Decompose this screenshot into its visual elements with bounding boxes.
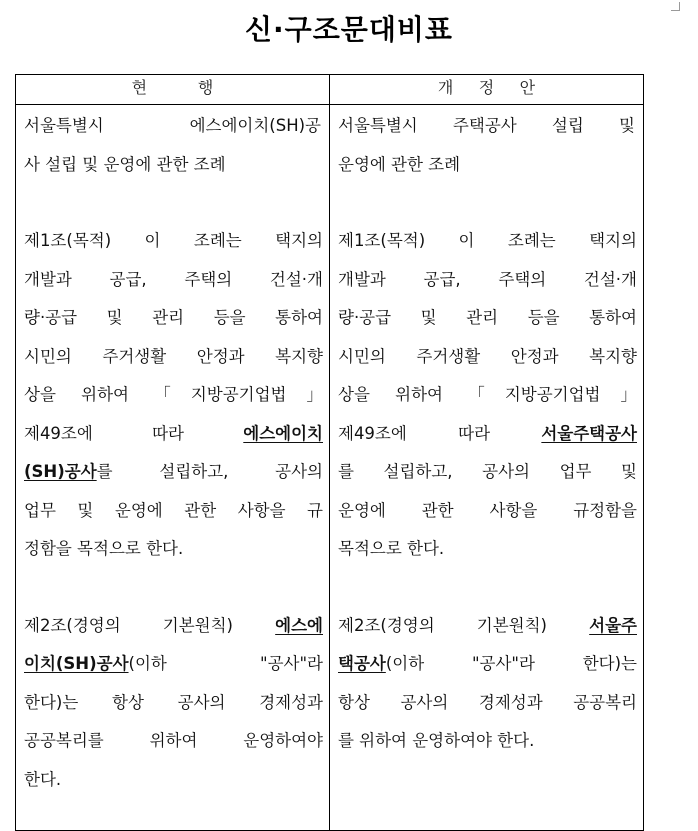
revised-art2-line3: 항상 공사의 경제성과 공공복리 [338,692,637,712]
revised-art2-line2-text: (이하 "공사"라 한다)는 [385,654,637,673]
current-art1-line3: 량·공급 및 관리 등을 통하여 [24,308,323,327]
revised-law-title [330,105,643,184]
current-art2-line2 [24,645,323,684]
revised-art1-line6 [338,415,637,454]
current-art2-amended-name-cont: 이치(SH)공사 [24,654,129,673]
revised-art1-line3: 량·공급 및 관리 등을 통하여 [338,308,637,327]
revised-art1-line5: 상을 위하여 「지방공기업법」 [338,385,637,404]
revised-art1-line1: 제1조(목적) 이 조례는 택지의 [338,231,637,250]
current-art1-amended-name-cont: (SH)공사 [24,462,97,481]
revised-article-2 [338,607,643,761]
current-art1-line9: 정함을 목적으로 한다. [24,539,184,558]
current-art1-line1: 제1조(목적) 이 조례는 택지의 [24,231,323,250]
column-header-current [16,75,330,105]
revised-art1-line7: 를 설립하고, 공사의 업무 및 [338,462,637,481]
revised-art1-line4: 시민의 주거생활 안정과 복지향 [338,346,637,366]
current-article-1 [24,222,329,569]
current-art2-line2-text: (이하 "공사"라 [128,654,323,673]
revised-art2-line1 [338,607,637,646]
revised-art2-line1-text: 제2조(경영의 기본원칙) [338,615,590,635]
current-art2-line1-text: 제2조(경영의 기본원칙) [24,615,276,635]
current-art2-line4: 공공복리를 위하여 운영하여야 [24,731,323,750]
revised-art1-amended-name: 서울주택공사 [541,423,637,443]
revised-art2-amended-name: 서울주 [589,615,637,635]
current-art2-line1 [24,607,323,646]
current-law-title [16,105,329,184]
current-art2-line3: 한다)는 항상 공사의 경제성과 [24,692,323,712]
comparison-table [15,74,644,831]
revised-article-1 [338,222,643,569]
revised-art2-line2 [338,645,637,684]
current-article-2 [24,607,329,800]
current-law-title-line1: 서울특별시 에스에이치(SH)공 [24,116,321,135]
revised-art1-line9: 목적으로 한다. [338,539,445,558]
current-art1-line7-text: 를 설립하고, 공사의 [96,462,323,481]
revised-art1-line8: 운영에 관한 사항을 규정함을 [338,500,637,520]
column-header-revised-label: 개 정 안 [437,78,536,97]
revised-art2-amended-name-cont: 택공사 [338,654,386,673]
current-art2-amended-name: 에스에 [275,615,323,635]
revised-law-title-line2: 운영에 관한 조례 [338,154,461,174]
current-art1-amended-name: 에스에이치 [243,423,323,443]
current-art2-line5: 한다. [24,769,62,789]
revised-art1-line2: 개발과 공급, 주택의 건설·개 [338,269,637,289]
revised-text-cell [330,105,644,831]
page-title: 신·구조문대비표 [245,13,453,46]
revised-art2-line4: 를 위하여 운영하여야 한다. [338,731,535,750]
current-text-cell [16,105,330,831]
current-art1-line7 [24,453,323,492]
column-header-revised [330,75,644,105]
revised-law-title-line1: 서울특별시 주택공사 설립 및 [338,116,635,135]
revised-art1-line6-text: 제49조에 따라 [338,423,542,443]
current-art1-line6-text: 제49조에 따라 [24,423,244,443]
current-art1-line2: 개발과 공급, 주택의 건설·개 [24,269,323,289]
current-art1-line4: 시민의 주거생활 안정과 복지향 [24,346,323,366]
current-law-title-line2: 사 설립 및 운영에 관한 조례 [24,154,226,174]
current-art1-line5: 상을 위하여 「지방공기업법」 [24,385,323,404]
column-header-current-label: 현 행 [131,78,214,97]
current-art1-line6 [24,415,323,454]
current-art1-line8: 업무 및 운영에 관한 사항을 규 [24,500,323,520]
